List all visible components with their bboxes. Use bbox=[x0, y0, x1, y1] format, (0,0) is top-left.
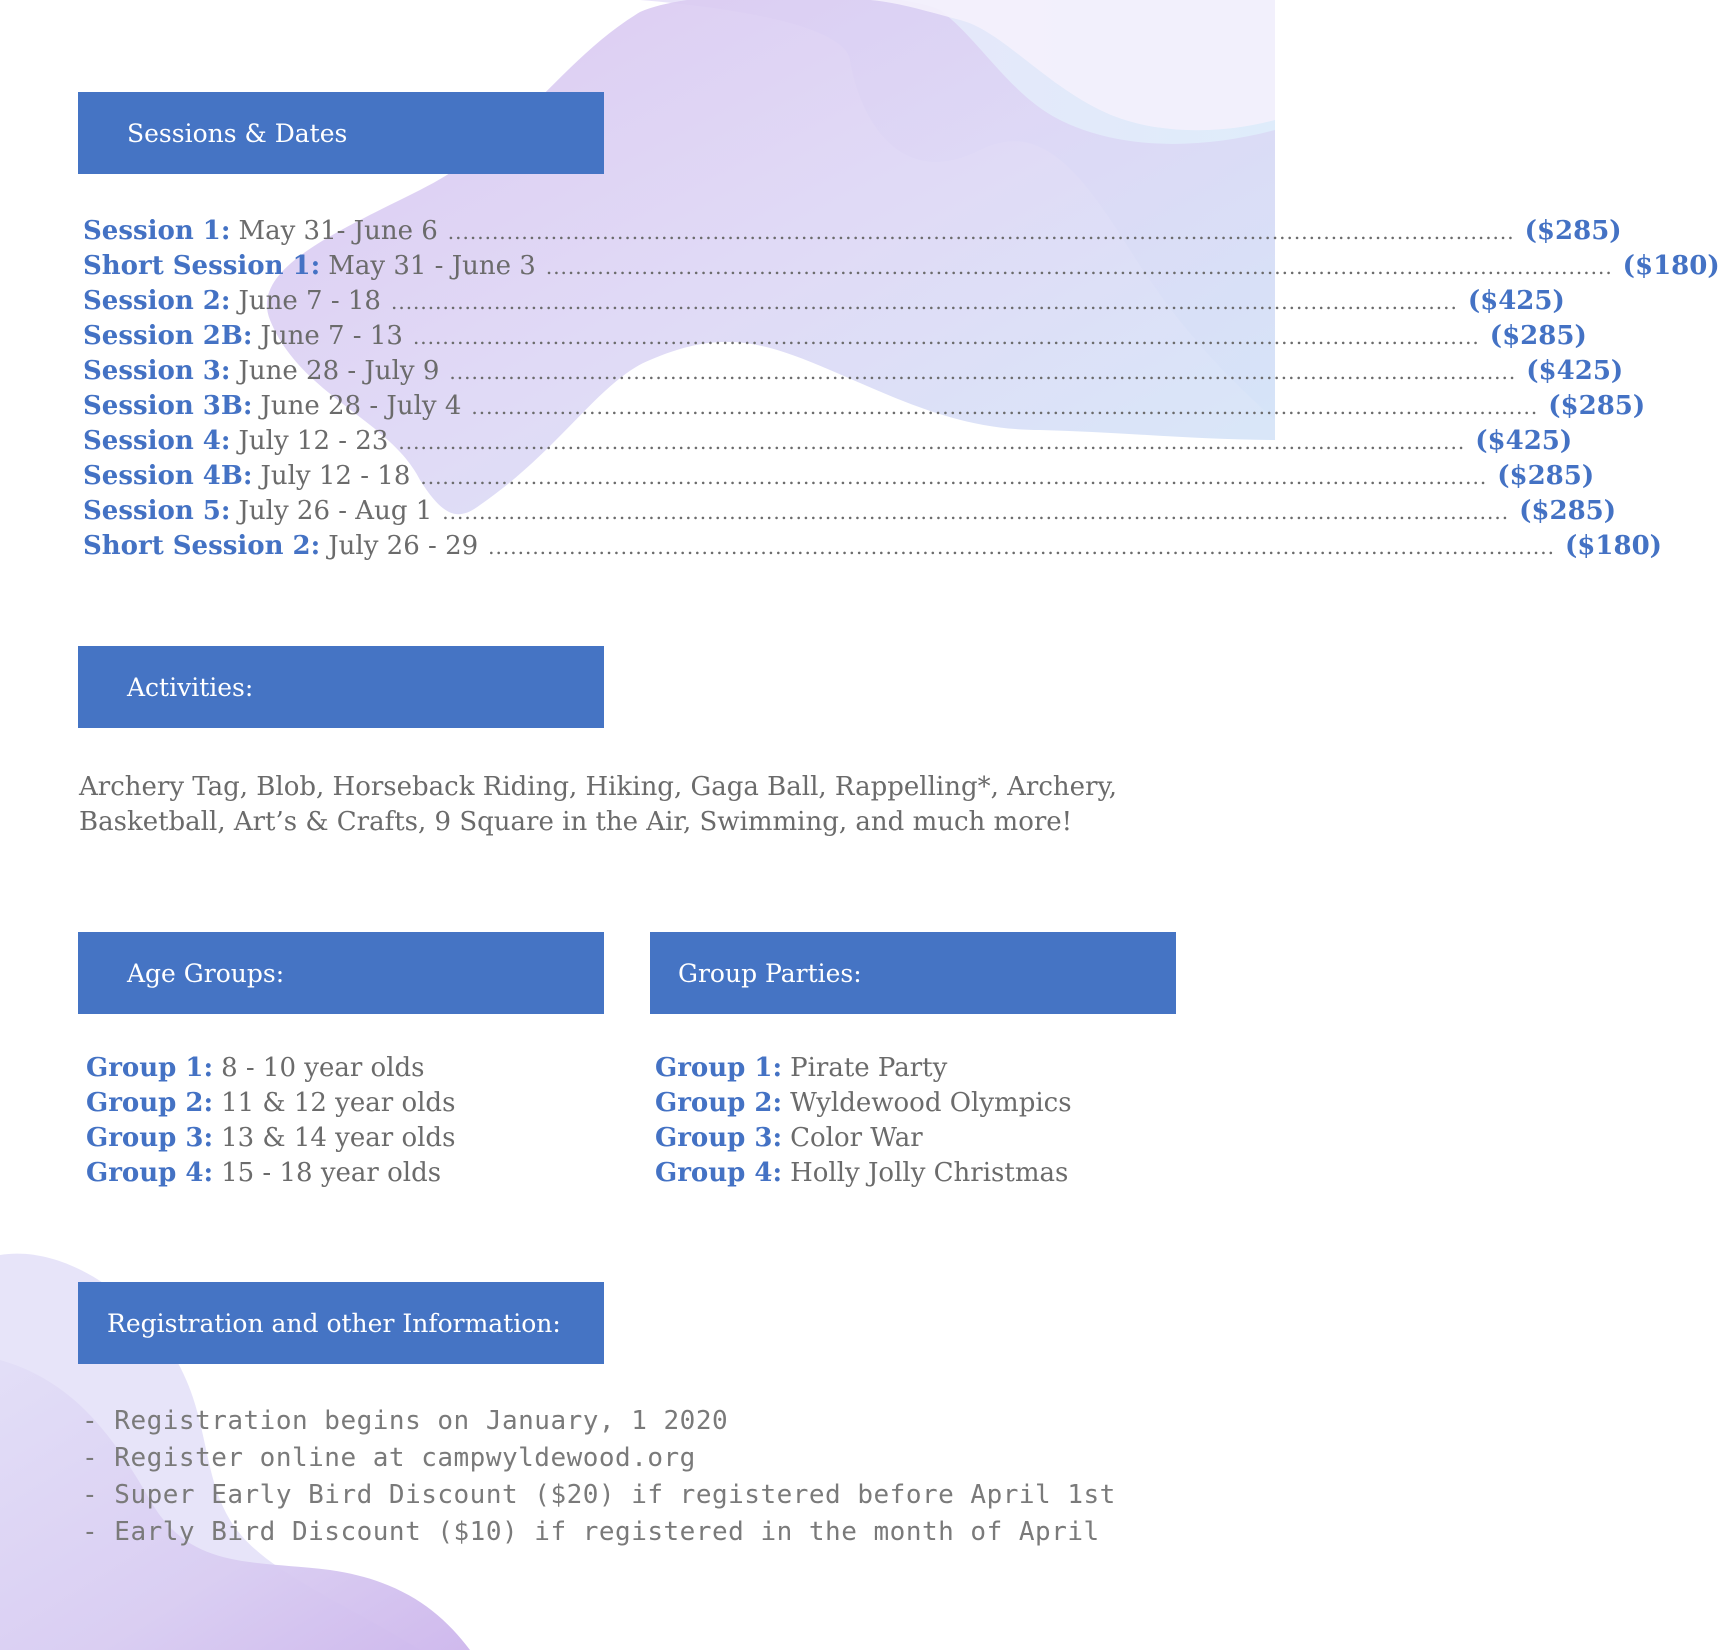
group-party-row bbox=[655, 1121, 1072, 1156]
group-value: Color War bbox=[790, 1123, 923, 1153]
sessions-list bbox=[83, 214, 1720, 564]
group-label: Group 2: bbox=[86, 1088, 214, 1118]
session-dates: July 12 - 18 bbox=[260, 461, 411, 491]
session-name: Session 2B: bbox=[83, 321, 253, 351]
registration-item: - Register online at campwyldewood.org bbox=[82, 1443, 696, 1473]
age-group-row bbox=[86, 1086, 455, 1121]
session-price: ($285) bbox=[1548, 391, 1646, 421]
session-price: ($425) bbox=[1526, 356, 1624, 386]
dot-leader: ................................................................................................................................................. bbox=[545, 255, 1613, 279]
group-value: 11 & 12 year olds bbox=[221, 1088, 456, 1118]
group-party-row bbox=[655, 1156, 1072, 1191]
session-row bbox=[83, 494, 1617, 529]
dot-leader: ................................................................................................................................................. bbox=[398, 430, 1466, 454]
session-name: Short Session 1: bbox=[83, 251, 321, 281]
session-row bbox=[83, 424, 1573, 459]
age-groups-header-title: Age Groups: bbox=[127, 958, 285, 988]
session-dates: July 26 - 29 bbox=[328, 531, 479, 561]
dot-leader: ................................................................................................................................................. bbox=[447, 220, 1515, 244]
age-group-row bbox=[86, 1051, 455, 1086]
group-value: Wyldewood Olympics bbox=[790, 1088, 1072, 1118]
session-row bbox=[83, 459, 1595, 494]
session-dates: May 31 - June 3 bbox=[328, 251, 536, 281]
session-dates: June 7 - 13 bbox=[260, 321, 403, 351]
session-dates: June 28 - July 9 bbox=[238, 356, 440, 386]
age-group-row bbox=[86, 1156, 455, 1191]
activities-header-title: Activities: bbox=[127, 672, 254, 702]
session-name: Short Session 2: bbox=[83, 531, 321, 561]
group-label: Group 4: bbox=[655, 1158, 783, 1188]
sessions-header bbox=[78, 92, 604, 174]
session-dates: July 26 - Aug 1 bbox=[238, 496, 433, 526]
dot-leader: ................................................................................................................................................. bbox=[449, 360, 1517, 384]
group-label: Group 2: bbox=[655, 1088, 783, 1118]
group-party-row bbox=[655, 1086, 1072, 1121]
group-parties-header bbox=[650, 932, 1176, 1014]
activities-text: Archery Tag, Blob, Horseback Riding, Hiking, Gaga Ball, Rappelling*, Archery, Basketball, Art’s & Crafts, 9 Square in the Air, Swimming, and much more! bbox=[79, 772, 1117, 837]
session-name: Session 2: bbox=[83, 286, 231, 316]
session-price: ($425) bbox=[1475, 426, 1573, 456]
group-value: Holly Jolly Christmas bbox=[790, 1158, 1069, 1188]
registration-list bbox=[82, 1403, 1116, 1551]
dot-leader: ................................................................................................................................................. bbox=[390, 290, 1458, 314]
age-groups-header bbox=[78, 932, 604, 1014]
session-name: Session 4: bbox=[83, 426, 231, 456]
activities-header bbox=[78, 646, 604, 728]
dot-leader: ................................................................................................................................................. bbox=[471, 395, 1539, 419]
session-price: ($285) bbox=[1519, 496, 1617, 526]
session-dates: June 28 - July 4 bbox=[260, 391, 462, 421]
age-groups-list bbox=[86, 1051, 455, 1191]
group-value: 15 - 18 year olds bbox=[221, 1158, 442, 1188]
group-value: 13 & 14 year olds bbox=[221, 1123, 456, 1153]
dot-leader: ................................................................................................................................................. bbox=[488, 535, 1555, 559]
registration-item: - Early Bird Discount ($10) if registered in the month of April bbox=[82, 1517, 1100, 1547]
session-price: ($285) bbox=[1524, 216, 1622, 246]
group-parties-header-title: Group Parties: bbox=[678, 958, 862, 988]
session-dates: June 7 - 18 bbox=[238, 286, 381, 316]
group-label: Group 1: bbox=[655, 1053, 783, 1083]
session-price: ($285) bbox=[1489, 321, 1587, 351]
group-parties-list bbox=[655, 1051, 1072, 1191]
session-row bbox=[83, 319, 1587, 354]
dot-leader: ................................................................................................................................................. bbox=[412, 325, 1480, 349]
registration-header-title: Registration and other Information: bbox=[107, 1308, 561, 1338]
age-group-row bbox=[86, 1121, 455, 1156]
dot-leader: ................................................................................................................................................. bbox=[420, 465, 1488, 489]
session-price: ($180) bbox=[1622, 251, 1720, 281]
session-name: Session 3: bbox=[83, 356, 231, 386]
group-label: Group 4: bbox=[86, 1158, 214, 1188]
registration-item: - Super Early Bird Discount ($20) if registered before April 1st bbox=[82, 1480, 1116, 1510]
session-row bbox=[83, 354, 1624, 389]
session-dates: July 12 - 23 bbox=[238, 426, 389, 456]
session-dates: May 31- June 6 bbox=[238, 216, 438, 246]
sessions-header-title: Sessions & Dates bbox=[127, 118, 348, 148]
session-name: Session 1: bbox=[83, 216, 231, 246]
session-row bbox=[83, 389, 1646, 424]
group-label: Group 3: bbox=[655, 1123, 783, 1153]
session-row bbox=[83, 284, 1565, 319]
session-row bbox=[83, 214, 1622, 249]
session-row bbox=[83, 529, 1662, 564]
group-label: Group 3: bbox=[86, 1123, 214, 1153]
session-name: Session 5: bbox=[83, 496, 231, 526]
session-price: ($285) bbox=[1497, 461, 1595, 491]
group-value: Pirate Party bbox=[790, 1053, 948, 1083]
registration-item: - Registration begins on January, 1 2020 bbox=[82, 1406, 729, 1436]
group-value: 8 - 10 year olds bbox=[221, 1053, 425, 1083]
session-price: ($425) bbox=[1467, 286, 1565, 316]
session-row bbox=[83, 249, 1720, 284]
session-price: ($180) bbox=[1565, 531, 1662, 561]
group-label: Group 1: bbox=[86, 1053, 214, 1083]
group-party-row bbox=[655, 1051, 1072, 1086]
session-name: Session 3B: bbox=[83, 391, 253, 421]
registration-header bbox=[78, 1282, 604, 1364]
session-name: Session 4B: bbox=[83, 461, 253, 491]
dot-leader: ................................................................................................................................................. bbox=[442, 500, 1510, 524]
